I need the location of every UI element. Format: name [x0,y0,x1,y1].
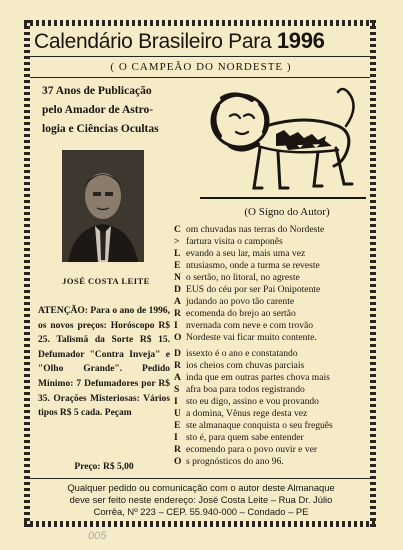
acrostic-letter: O [174,332,182,343]
acrostic-letter: I [174,396,178,407]
poem-line [174,308,370,320]
ornamental-border-left [24,20,30,527]
poem-line [174,296,370,308]
prices-announcement: ATENÇÃO: Para o ano de 1996, os novos preços: Horóscopo R$ 25. Talismã da Sorte R$ 15. Defumador "Contra Inveja" e "Olho Grande". Pedido Mínimo: 7 Defumadores por R$ 35. Orações Misteriosas: Vários tipos R$ 5 cada. Peçam [38,306,170,419]
poem-line-text: fartura visita o camponês [186,236,283,247]
acrostic-letter: I [174,432,178,443]
acrostic-letter: S [174,384,180,395]
poem-line-text: evando a seu lar, mais uma vez [186,248,306,259]
title-rule [30,56,370,57]
poem-line [174,408,370,420]
poem-line [174,348,370,360]
lion-caption: (O Sígno do Autor) [244,206,330,218]
poem-line-text: EUS do céu por ser Pai Onipotente [186,284,321,295]
poem-line-text: afra boa para todos registrando [186,384,305,395]
page-stamp: 005 [88,530,107,542]
poem-line-text: ecomendo para o povo ouvir e ver [186,444,318,455]
acrostic-letter: > [174,236,180,247]
ornamental-border-right [370,20,376,527]
subtitle-rule [30,77,370,78]
headline-line: logia e Ciências Ocultas [42,123,159,135]
poem-line [174,360,370,372]
author-name: JOSÉ COSTA LEITE [62,276,150,286]
footer-line: Qualquer pedido ou comunicação com o autor deste Almanaque [67,482,335,493]
poem-line-text: ecomenda do brejo ao sertão [186,308,296,319]
poem-line [174,224,370,236]
poem-line-text: Nordeste vai ficar muito contente. [186,332,317,343]
poem-line-text: issexto é o ano e constatando [186,348,298,359]
ornamental-border-bottom [24,521,376,527]
acrostic-letter: R [174,308,181,319]
footer-line: Corrêa, Nº 223 – CEP. 55.940-000 – Condado – PE [93,506,309,517]
footer-rule [30,478,370,479]
acrostic-letter: I [174,320,178,331]
acrostic-letter: O [174,456,182,467]
poem-line-text: ios cheios com chuvas parciais [186,360,305,371]
footer-address [36,482,366,518]
headline-line: pelo Amador de Astro- [42,104,154,116]
acrostic-letter: D [174,284,181,295]
acrostic-letter: R [174,444,181,455]
subtitle: ( O CAMPEÃO DO NORDESTE ) [110,61,292,73]
page-title [34,28,368,54]
portrait-image [62,150,144,262]
almanac-price: Preço: R$ 5,00 [74,462,134,472]
poem-line [174,432,370,444]
acrostic-letter: E [174,260,181,271]
poem-line [174,396,370,408]
acrostic-letter: C [174,224,181,235]
poem-line-text: inda que em outras partes chova mais [186,372,330,383]
poem-line [174,384,370,396]
title-text: Calendário Brasileiro Para [34,30,272,53]
acrostic-letter: N [174,272,181,283]
poem-line [174,272,370,284]
acrostic-letter: R [174,360,181,371]
poem-line-text: a domina, Vênus rege desta vez [186,408,308,419]
ornamental-border-top [24,20,376,26]
poem-line-text: om chuvadas nas terras do Nordeste [186,224,325,235]
poem-line-text: o sertão, no litoral, no agreste [186,272,300,283]
poem-line-text: nvernada com neve e com trovão [186,320,314,331]
author-photo [62,150,144,262]
poem-line-text: judando ao povo tão carente [186,296,295,307]
lion-illustration [200,86,366,204]
poem-line-text: sto eu digo, assino e vou provando [186,396,319,407]
acrostic-letter: L [174,248,181,259]
title-year: 1996 [276,28,325,53]
headline [42,82,202,139]
acrostic-letter: A [174,296,181,307]
poem-line-text: sto é, para quem sabe entender [186,432,304,443]
acrostic-poem [174,224,370,468]
poem-line [174,284,370,296]
acrostic-letter: U [174,408,181,419]
footer-line: deve ser feito neste endereço: José Costa Leite – Rua Dr. Júlio [69,494,333,505]
poem-line [174,420,370,432]
poem-line [174,320,370,332]
poem-line-text: s prognósticos do ano 96. [186,456,284,467]
acrostic-letter: E [174,420,181,431]
headline-line: 37 Anos de Publicação [42,85,152,97]
poem-line [174,248,370,260]
poem-line [174,444,370,456]
poem-line [174,456,370,468]
acrostic-letter: D [174,348,181,359]
poem-line [174,372,370,384]
poem-line [174,236,370,248]
poem-line [174,260,370,272]
acrostic-letter: A [174,372,181,383]
poem-line-text: ntusiasmo, onde a turma se reveste [186,260,320,271]
poem-line-text: ste almanaque conquista o seu freguês [186,420,333,431]
poem-line [174,332,370,344]
